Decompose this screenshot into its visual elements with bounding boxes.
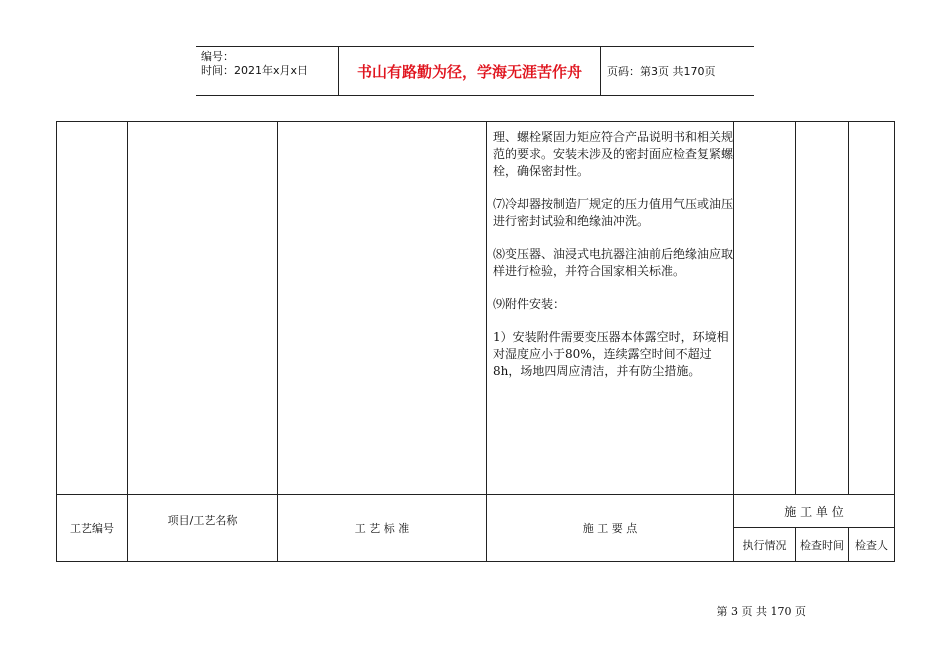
page-header — [196, 46, 754, 96]
point-paragraph: ⑻变压器、油浸式电抗器注油前后绝缘油应取样进行检验，并符合国家相关标准。 — [493, 247, 734, 278]
col-process-code: 工艺编号 — [70, 522, 114, 535]
point-paragraph: ⑼附件安装： — [493, 297, 566, 311]
col-inspector: 检查人 — [855, 538, 888, 552]
col-construction-points: 施 工 要 点 — [582, 522, 638, 535]
point-paragraph: 1）安装附件需要变压器本体露空时，环境相对湿度应小于80%，连续露空时间不超过8h，场地四周应清洁，并有防尘措施。 — [493, 330, 729, 378]
motto: 书山有路勤为径，学海无涯苦作舟 — [339, 47, 601, 95]
point-paragraph: ⑺冷却器按制造厂规定的压力值用气压或油压进行密封试验和绝缘油冲洗。 — [493, 197, 734, 228]
table-top-line — [56, 121, 895, 122]
table-bottom-line — [56, 561, 895, 562]
construction-points — [493, 121, 733, 396]
page-footer: 第 3 页 共 170 页 — [716, 605, 806, 618]
table-col-line — [795, 121, 796, 494]
col-check-time: 检查时间 — [800, 538, 844, 552]
time-label: 时间：2021年x月x日 — [201, 64, 309, 77]
col-project-name: 项目/工艺名称 — [167, 514, 238, 527]
page-info: 页码：第3页 共170页 — [607, 65, 716, 78]
header-meta — [196, 47, 339, 95]
point-paragraph: 理、螺栓紧固力矩应符合产品说明书和相关规范的要求。安装未涉及的密封面应检查复紧螺栓，确保密封性。 — [493, 130, 734, 178]
table-col-line — [894, 121, 895, 562]
col-execution-status: 执行情况 — [742, 538, 787, 552]
code-label: 编号： — [201, 50, 234, 63]
col-construction-unit: 施 工 单 位 — [784, 504, 844, 519]
table-col-line — [848, 121, 849, 494]
col-process-standard: 工 艺 标 准 — [354, 522, 410, 535]
